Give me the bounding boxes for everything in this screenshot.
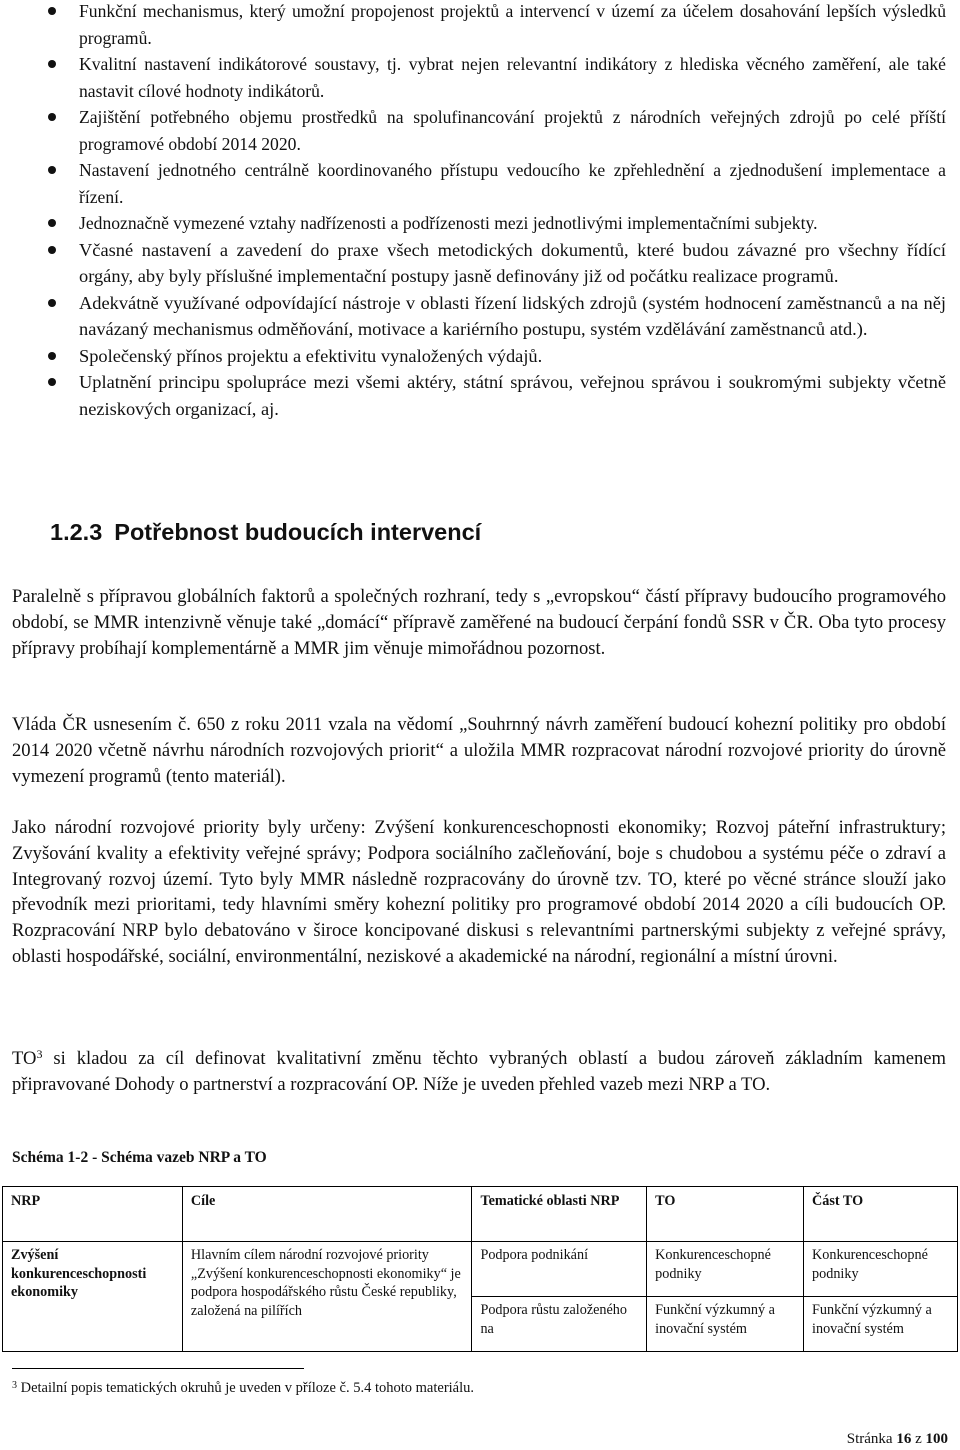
cell-nrp: Zvýšení konkurenceschopnosti ekonomiky	[3, 1242, 183, 1352]
bullet-icon	[48, 219, 56, 227]
cell-oblast: Podpora růstu založeného na	[472, 1297, 647, 1352]
list-item: Jednoznačně vymezené vztahy nadřízenosti a podřízenosti mezi jednotlivými implementačními subjekty.	[0, 210, 960, 237]
schema-caption: Schéma 1-2 - Schéma vazeb NRP a TO	[12, 1149, 267, 1166]
header-cast-to: Část TO	[804, 1187, 958, 1242]
header-to: TO	[647, 1187, 804, 1242]
bullet-icon	[48, 113, 56, 121]
bullet-icon	[48, 352, 56, 360]
footnote-separator	[12, 1368, 304, 1369]
cell-cile: Hlavním cílem národní rozvojové priority „Zvýšení konkurenceschopnosti ekonomiky“ je podpora hospodářského růstu České republiky, založená na pilířích	[182, 1242, 472, 1352]
bullet-icon	[48, 378, 56, 386]
requirements-list	[0, 0, 960, 422]
list-item: Společenský přínos projektu a efektivitu vynaložených výdajů.	[0, 343, 960, 370]
table-row	[3, 1242, 958, 1297]
list-item: Kvalitní nastavení indikátorové soustavy, tj. vybrat nejen relevantní indikátory z hlediska věcného zaměření, ale také nastavit cílové hodnoty indikátorů.	[0, 51, 960, 104]
header-tematicke-oblasti: Tematické oblasti NRP	[472, 1187, 647, 1242]
list-item: Včasné nastavení a zavedení do praxe všech metodických dokumentů, které budou závazné pro všechny řídící orgány, aby byly příslušné implementační postupy jasně definovány již od počátku realizace programů.	[0, 237, 960, 290]
cell-to: Konkurenceschopné podniky	[647, 1242, 804, 1297]
paragraph-4: $TO^3$ si kladou za cíl definovat kvalitativní změnu těchto vybraných oblastí a budou zároveň základním kamenem připravované Dohody o partnerství a rozpracování OP. Níže je uveden přehled vazeb mezi NRP a TO.	[12, 1047, 946, 1095]
header-nrp: NRP	[3, 1187, 183, 1242]
list-item: Zajištění potřebného objemu prostředků na spolufinancování projektů z národních veřejných zdrojů po celé příští programové období 2014 2020.	[0, 104, 960, 157]
header-cile: Cíle	[182, 1187, 472, 1242]
cell-oblast: Podpora podnikání	[472, 1242, 647, 1297]
list-item: Funkční mechanismus, který umožní propojenost projektů a intervencí v území za účelem dosahování lepších výsledků programů.	[0, 0, 960, 51]
bullet-icon	[48, 246, 56, 254]
section-heading: 1.2.3 Potřebnost budoucích intervencí	[50, 519, 482, 545]
schema-table	[2, 1186, 958, 1352]
bullet-icon	[48, 299, 56, 307]
cell-cast-to: Konkurenceschopné podniky	[804, 1242, 958, 1297]
paragraph-2: Vláda ČR usnesením č. 650 z roku 2011 vzala na vědomí „Souhrnný návrh zaměření budoucí kohezní politiky pro období 2014 2020 včetně návrhu národních rozvojových priorit“ a uložila MMR rozpracovat národní rozvojové priority do úrovně vymezení programů (tento materiál).	[12, 714, 946, 787]
list-item: Uplatnění principu spolupráce mezi všemi aktéry, státní správou, veřejnou správou i soukromými subjekty včetně neziskových organizací, aj.	[0, 369, 960, 422]
footnote: $^3$ Detailní popis tematických okruhů je uveden v příloze č. 5.4 tohoto materiálu.	[12, 1380, 475, 1396]
cell-to: Funkční výzkumný a inovační systém	[647, 1297, 804, 1352]
bullet-icon	[48, 166, 56, 174]
cell-cast-to: Funkční výzkumný a inovační systém	[804, 1297, 958, 1352]
page-number: Stránka 16 z 100	[846, 1431, 948, 1447]
list-item: Adekvátně využívané odpovídající nástroje v oblasti řízení lidských zdrojů (systém hodnocení zaměstnanců a na něj navázaný mechanismus odměňování, motivace a kariérního postupu, systém vzdělávání zaměstnanců atd.).	[0, 290, 960, 343]
paragraph-3: Jako národní rozvojové priority byly určeny: Zvýšení konkurenceschopnosti ekonomiky; Rozvoj páteřní infrastruktury; Zvyšování kvality a efektivity veřejné správy; Podpora sociálního začleňování, boje s chudobou a systému péče o zdraví a Integrovaný rozvoj území. Tyto byly MMR následně rozpracovány do úrovně tzv. TO, které po věcné stránce slouží jako převodník mezi prioritami, tedy hlavními směry kohezní politiky pro programové období 2014 2020 a cíli budoucích OP. Rozpracování NRP bylo debatováno v široce koncipované diskusi s relevantními partnerskými subjekty z veřejné správy, oblasti hospodářské, sociální, environmentální, neziskové a akademické na národní, regionální a místní úrovni.	[12, 817, 946, 967]
bullet-icon	[48, 7, 56, 15]
list-item: Nastavení jednotného centrálně koordinovaného přístupu vedoucího ke zpřehlednění a zjednodušení implementace a řízení.	[0, 157, 960, 210]
bullet-icon	[48, 60, 56, 68]
table-header-row	[3, 1187, 958, 1242]
footnote-ref[interactable]: 3	[36, 1047, 43, 1061]
paragraph-1: Paralelně s přípravou globálních faktorů a společných rozhraní, tedy s „evropskou“ částí přípravy budoucího programového období, se MMR intenzivně věnuje také „domácí“ přípravě zaměřené na budoucí čerpání fondů SSR v ČR. Oba tyto procesy přípravy probíhají komplementárně a MMR jim věnuje mimořádnou pozornost.	[12, 586, 946, 659]
